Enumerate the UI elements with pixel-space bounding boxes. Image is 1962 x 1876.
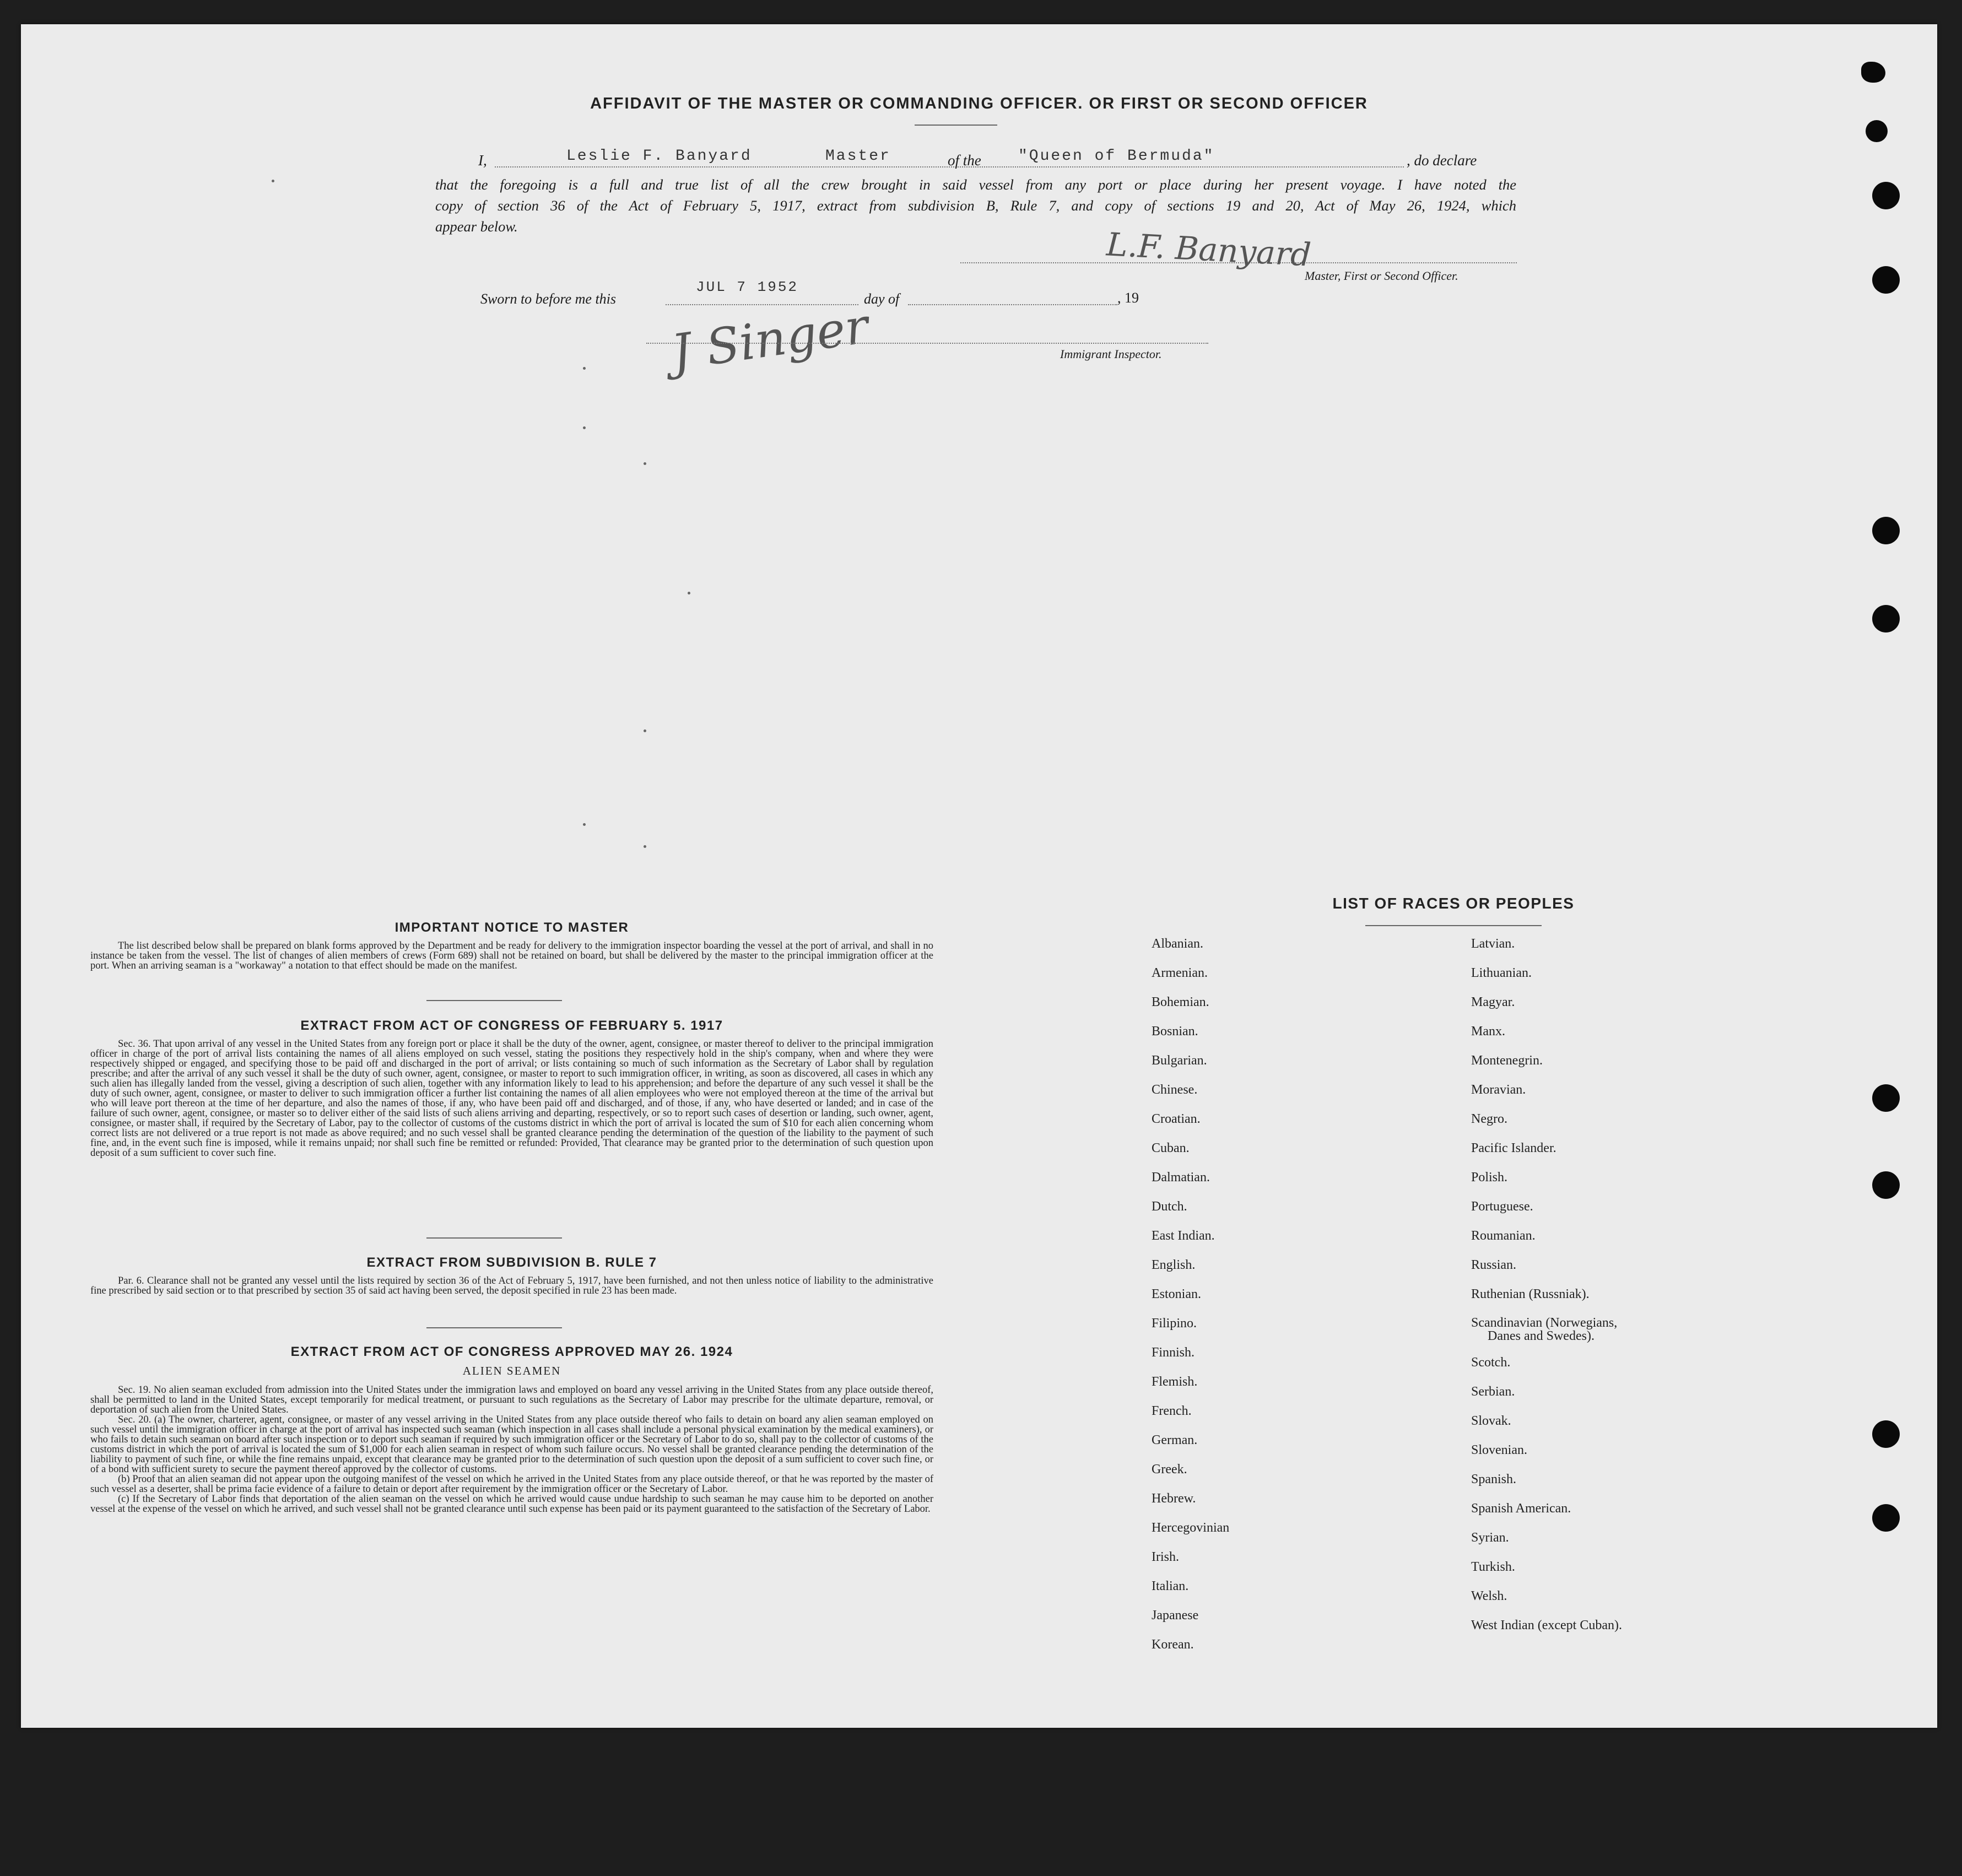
rule7-heading: EXTRACT FROM SUBDIVISION B. RULE 7 [366, 1255, 657, 1270]
race-item: Bohemian. [1152, 995, 1209, 1009]
race-item: English. [1152, 1258, 1196, 1272]
inspector-signature: J Singer [668, 297, 872, 381]
race-item: Chinese. [1152, 1083, 1198, 1097]
races-divider [1365, 925, 1542, 926]
race-item: Russian. [1471, 1258, 1517, 1272]
extract-1917-body: Sec. 36. That upon arrival of any vessel in the United States from any foreign port or place it shall be the duty of the owner, agent, consignee, or master thereof to deliver to the principal immigration officer in charge of the port of arrival lists containing the names of all aliens employed on such vessel, stating the positions they respectively hold in the ship's company, when and where they were respectively shipped or engaged, and specifying those to be paid off and discharged in the port of arrival; or lists containing so much of such information as the Secretary of Labor shall by regulation prescribe; and after the arrival of any such vessel it shall be the duty of such owner, agent, consignee, or master to report to such immigration officer, in writing, as soon as discovered, all cases in which any such alien has illegally landed from the vessel, giving a description of such alien, together with any information likely to lead to his apprehension; and before the departure of any such vessel it shall be the duty of such owner, agent, consignee, or master to deliver to such immigration officer a further list containing the names of all alien employees who were not employed thereon at the time of the arrival but who will leave port thereon at the time of her departure, and also the names of those, if any, who have been paid off and discharged, and of those, if any, who have deserted or landed; and in case of the failure of such owner, agent, consignee, or master so to deliver either of the said lists of such aliens arriving and departing, respectively, or so to report such cases of desertion or landing, such owner, agent, consignee, or master shall, if required by the Secretary of Labor, pay to the collector of customs of the customs district in which the port of arrival is located the sum of $10 for each alien concerning whom correct lists are not delivered or a true report is not made as above required; and no such vessel shall be granted clearance pending the determination of the question of the liability to the payment of such fine, and, in the event such fine is imposed, while it remains unpaid; nor shall such fine be remitted or refunded: Provided, That clearance may be granted prior to the determination of such question upon deposit of a sum sufficient to cover such fine. [90, 1039, 933, 1159]
punch-hole [1872, 1420, 1900, 1448]
race-item: Finnish. [1152, 1345, 1195, 1360]
race-item: Serbian. [1471, 1385, 1515, 1399]
race-item: Irish. [1152, 1550, 1179, 1564]
race-item: East Indian. [1152, 1229, 1215, 1243]
races-heading: LIST OF RACES OR PEOPLES [1332, 895, 1575, 912]
inspector-caption: Immigrant Inspector. [1060, 347, 1162, 361]
scan-speck [272, 180, 274, 182]
date-stamp: JUL 7 1952 [696, 279, 799, 295]
master-signature: L.F. Banyard [1105, 225, 1312, 274]
race-item: Portuguese. [1471, 1199, 1533, 1214]
punch-hole [1872, 605, 1900, 632]
race-item: Turkish. [1471, 1560, 1515, 1574]
race-item: German. [1152, 1433, 1198, 1447]
scan-speck [583, 823, 586, 826]
race-item: Syrian. [1471, 1531, 1509, 1545]
divider-2 [426, 1237, 562, 1239]
scan-speck [583, 426, 586, 429]
affidavit-title: AFFIDAVIT OF THE MASTER OR COMMANDING OFFICER. OR FIRST OR SECOND OFFICER [590, 95, 1368, 112]
race-item: Estonian. [1152, 1287, 1201, 1301]
sec20b-paragraph: (b) Proof that an alien seaman did not appear upon the outgoing manifest of the vessel on which he arrived in the United States from any place outside thereof, or that he was reported by the master of such vessel as a deserter, shall be prima facie evidence of a failure to detain or deport after requirement by the immigration officer or the Secretary of Labor. [90, 1474, 933, 1495]
alien-seamen-subheading: ALIEN SEAMEN [462, 1364, 561, 1377]
notice-body: The list described below shall be prepared on blank forms approved by the Department and be ready for delivery to the immigration inspector boarding the vessel at the port of arrival, and shall in no instance be taken from the vessel. The list of changes of alien members of crews (Form 689) shall not be retained on board, but shall be delivered by the master to the principal immigration officer at the port. When an arriving seaman is a "workaway" a notation to that effect should be made on the manifest. [90, 940, 933, 971]
race-item: Spanish. [1471, 1472, 1517, 1486]
race-item: French. [1152, 1404, 1192, 1418]
race-item: Cuban. [1152, 1141, 1190, 1155]
declaration-line-3: copy of section 36 of the Act of February 5, 1917, extract from subdivision B, Rule 7, and copy of sections 19 and 20, Act of May 26, 1924, which [435, 197, 1516, 214]
month-line [908, 304, 1117, 305]
race-item: Hebrew. [1152, 1491, 1196, 1506]
race-item: Latvian. [1471, 937, 1515, 951]
divider-1 [426, 1000, 562, 1001]
race-item: Japanese [1152, 1608, 1199, 1623]
race-item: Scotch. [1471, 1355, 1511, 1370]
race-item: Greek. [1152, 1462, 1187, 1477]
sec20a-paragraph: Sec. 20. (a) The owner, charterer, agent, consignee, or master of any vessel arriving in the United States from any place outside thereof who fails to detain on board any alien seaman employed on such vessel until the immigration officer in charge at the port of arrival has inspected such seaman (which inspection in all cases shall include a personal physical examination by the medical examiners), or who fails to detain such seaman on board after such inspection or to deport such seaman if required by such immigration officer or the Secretary of Labor to do so, shall pay to the collector of customs of the customs district in which the port of arrival is located the sum of $1,000 for each alien seaman in respect of whom such failure occurs. No vessel shall be granted clearance pending the determination of the liability to payment of such fine, or while the fine remains unpaid, except that clearance may be granted prior to the determination of such question upon the deposit of a sum sufficient to cover such fine, or of a bond with sufficient surety to secure the payment thereof approved by the collector of customs. [90, 1414, 933, 1475]
divider-3 [426, 1327, 562, 1328]
document-page [21, 24, 1937, 1728]
race-item: Scandinavian (Norwegians, Danes and Swedes). [1471, 1316, 1618, 1343]
race-item: Roumanian. [1471, 1229, 1536, 1243]
race-item: Pacific Islander. [1471, 1141, 1556, 1155]
race-item: Hercegovinian [1152, 1521, 1230, 1535]
declaration-line-4: appear below. [435, 218, 518, 235]
vessel-name: "Queen of Bermuda" [1018, 148, 1215, 165]
race-item: Welsh. [1471, 1589, 1507, 1603]
of-the-label: of the [948, 152, 981, 169]
race-item: Italian. [1152, 1579, 1189, 1593]
race-item: Polish. [1471, 1170, 1508, 1185]
punch-hole [1872, 1171, 1900, 1199]
punch-hole [1872, 1084, 1900, 1112]
master-name: Leslie F. Banyard [566, 148, 752, 165]
day-of-label: day of [864, 291, 900, 307]
punch-hole [1866, 120, 1888, 142]
sec19-paragraph: Sec. 19. No alien seaman excluded from admission into the United States under the immigration laws and employed on board any vessel arriving in the United States from any place outside thereof, shall be permitted to land in the United States, except temporarily for medical treatment, or pursuant to such regulations as the Secretary of Labor may prescribe for the ultimate departure, removal, or deportation of such alien from the United States. [90, 1385, 933, 1415]
race-item: Slovak. [1471, 1414, 1511, 1428]
race-item: Montenegrin. [1471, 1053, 1543, 1068]
title-divider [915, 125, 997, 126]
master-caption: Master, First or Second Officer. [1305, 269, 1458, 283]
race-item: Albanian. [1152, 937, 1203, 951]
scan-speck [583, 367, 586, 370]
punch-hole [1861, 62, 1885, 83]
punch-hole [1872, 266, 1900, 294]
race-item: Bulgarian. [1152, 1053, 1207, 1068]
race-item: Negro. [1471, 1112, 1507, 1126]
race-item: Manx. [1471, 1024, 1505, 1039]
race-item: Dalmatian. [1152, 1170, 1210, 1185]
notice-heading: IMPORTANT NOTICE TO MASTER [394, 920, 629, 935]
race-item: Moravian. [1471, 1083, 1526, 1097]
race-item: Bosnian. [1152, 1024, 1198, 1039]
race-item: Korean. [1152, 1637, 1194, 1652]
rule7-body: Par. 6. Clearance shall not be granted any vessel until the lists required by section 36 of the Act of February 5, 1917, have been furnished, and not then unless notice of liability to the administrative fine prescribed by said section or to that prescribed by section 35 of said act having been served, the deposit specified in rule 23 has been made. [90, 1275, 933, 1296]
punch-hole [1872, 517, 1900, 544]
race-item: Croatian. [1152, 1112, 1201, 1126]
sec20c-paragraph: (c) If the Secretary of Labor finds that deportation of the alien seaman on the vessel on which he arrived would cause undue hardship to such seaman he may cause him to be deported on another vessel at the expense of the vessel on which he arrived, and such vessel shall not be granted clearance until such expense has been paid or its payment guaranteed to the satisfaction of the Secretary of Labor. [90, 1494, 933, 1515]
race-item: Slovenian. [1471, 1443, 1527, 1457]
punch-hole [1872, 1504, 1900, 1532]
master-rank: Master [825, 148, 891, 165]
scan-speck [644, 462, 646, 465]
do-declare-label: , do declare [1407, 152, 1477, 169]
year-prefix: , 19 [1117, 290, 1139, 306]
sworn-label: Sworn to before me this [480, 291, 617, 307]
race-item: Lithuanian. [1471, 966, 1532, 980]
race-item: Magyar. [1471, 995, 1515, 1009]
declaration-line-2: that the foregoing is a full and true list of all the crew brought in said vessel from any port or place during her present voyage. I have noted the [435, 176, 1516, 193]
race-item: West Indian (except Cuban). [1471, 1618, 1622, 1632]
punch-hole [1872, 182, 1900, 209]
affidavit-prefix: I, [478, 152, 487, 169]
race-item: Dutch. [1152, 1199, 1187, 1214]
extract-1924-heading: EXTRACT FROM ACT OF CONGRESS APPROVED MAY 26. 1924 [290, 1344, 733, 1359]
extract-1924-body [90, 1385, 933, 1514]
inspector-signature-line [646, 343, 1208, 344]
extract-1917-heading: EXTRACT FROM ACT OF CONGRESS OF FEBRUARY 5. 1917 [300, 1018, 723, 1033]
scan-speck [688, 592, 690, 594]
race-item: Ruthenian (Russniak). [1471, 1287, 1590, 1301]
race-item: Armenian. [1152, 966, 1208, 980]
scan-speck [644, 729, 646, 732]
race-item: Spanish American. [1471, 1501, 1571, 1516]
scan-speck [644, 845, 646, 848]
race-item: Flemish. [1152, 1375, 1198, 1389]
race-item: Filipino. [1152, 1316, 1197, 1331]
